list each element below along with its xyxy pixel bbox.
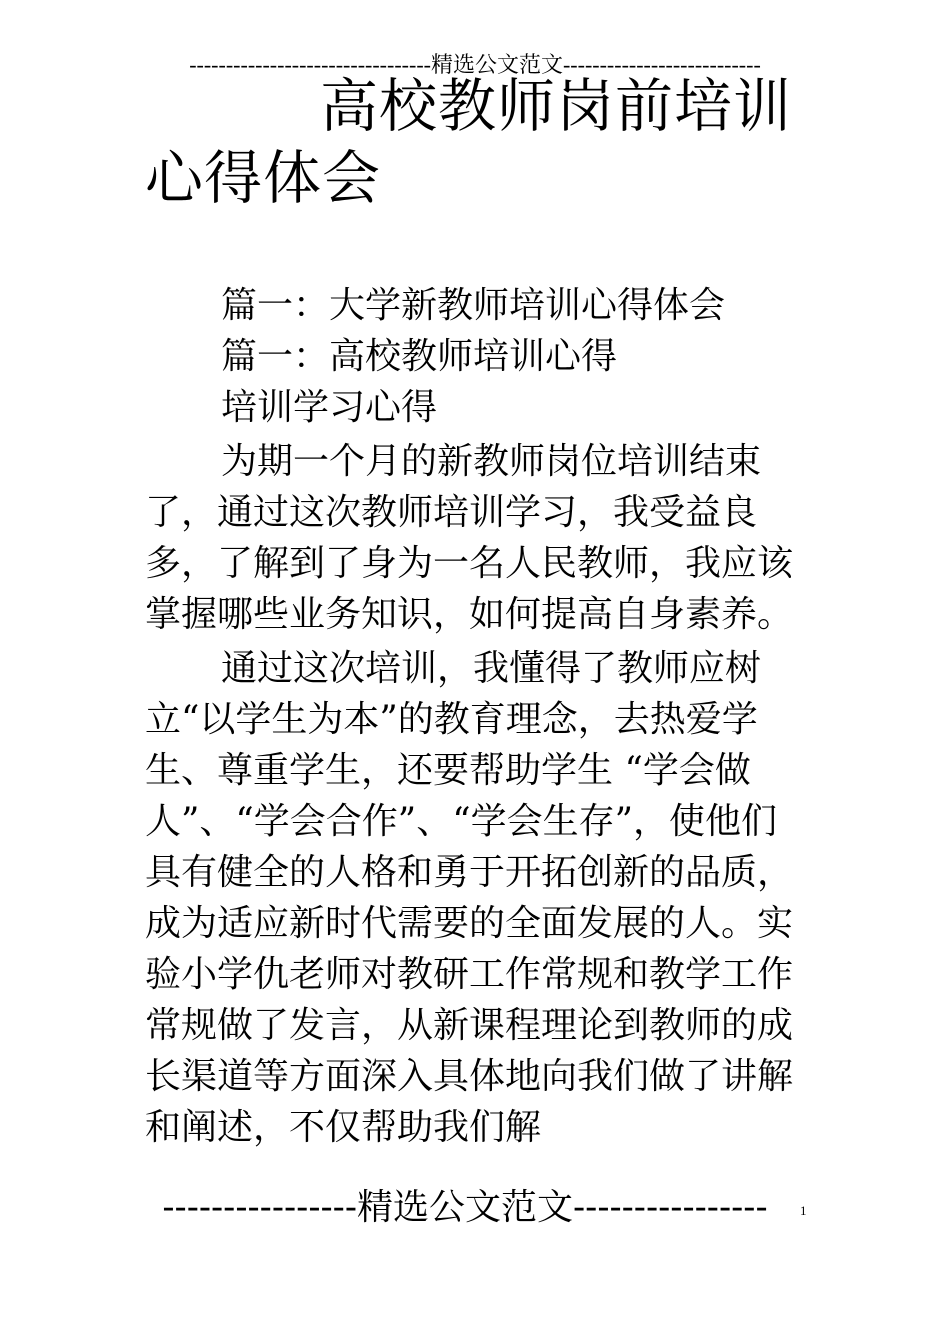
title-line-1: 高校教师岗前培训 [320,72,793,140]
section-heading: 篇一：大学新教师培训心得体会 [221,285,726,326]
document-title [145,70,805,214]
paragraph: 通过这次培训，我懂得了教师应树立“以学生为本”的教育理念，去热爱学生、尊重学生，还要帮助学生 “学会做人”、“学会合作”、“学会生存”，使他们具有健全的人格和勇于开拓创新的品质，成为适应新时代需要的全面发展的人。实验小学仇老师对教研工作常规和教学工作常规做了发言，从新课程理论到教师的成长渠道等方面深入具体地向我们做了讲解和阐述，不仅帮助我们解 [145,648,794,1148]
title-line-2: 心得体会 [145,144,382,212]
footer-rule: ----------------精选公文范文---------------- [162,1187,768,1228]
paragraph: 为期一个月的新教师岗位培训结束了，通过这次教师培训学习，我受益良多，了解到了身为一名人民教师，我应该掌握哪些业务知识，如何提高自身素养。 [145,441,794,635]
page-number: 1 [800,1203,807,1218]
document-body [145,280,810,1153]
header-rule: ---------------------------------精选公文范文--------------------------- [189,52,761,77]
section-heading: 篇一：高校教师培训心得 [221,336,618,377]
section-heading: 培训学习心得 [221,387,438,428]
